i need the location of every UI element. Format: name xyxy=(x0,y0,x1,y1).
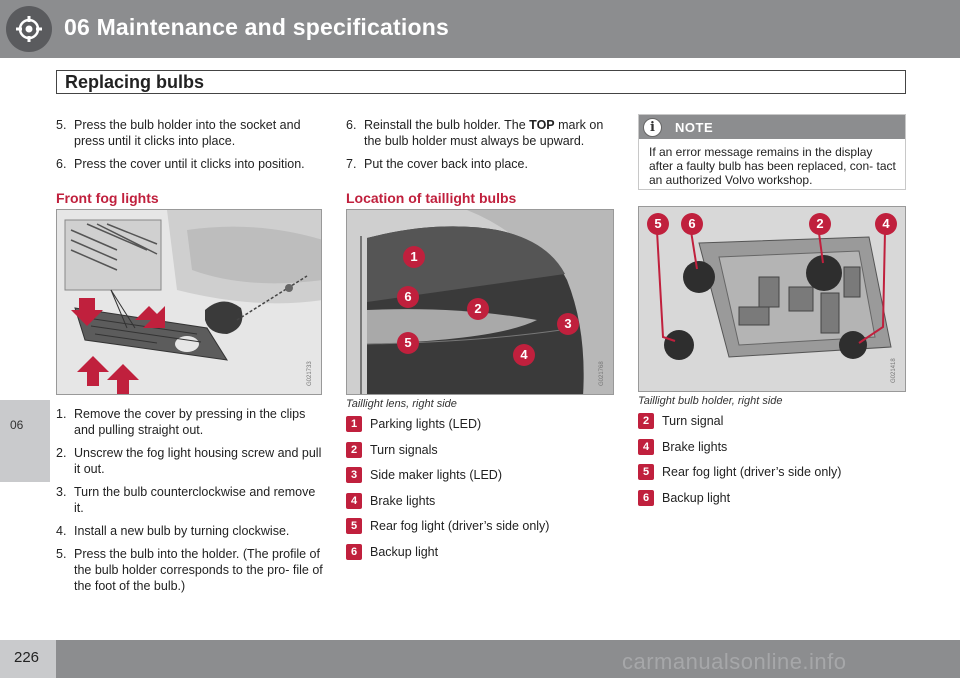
list-item xyxy=(56,523,324,539)
legend-label: Backup light xyxy=(370,544,439,559)
number-badge: 4 xyxy=(346,493,362,509)
callout-marker: 5 xyxy=(397,332,419,354)
step-text: Press the bulb into the holder. (The profile of the bulb holder corresponds to the pro- file of the foot of the bulb.) xyxy=(74,547,323,593)
legend-label: Rear fog light (driver’s side only) xyxy=(370,519,550,533)
note-title: NOTE xyxy=(675,120,714,135)
heading-taillight-location: Location of taillight bulbs xyxy=(346,190,517,206)
callout-marker: 4 xyxy=(513,344,535,366)
number-badge: 1 xyxy=(346,416,362,432)
note-header xyxy=(639,115,905,139)
list-item xyxy=(346,441,616,467)
heading-front-fog-lights: Front fog lights xyxy=(56,190,159,206)
number-badge: 2 xyxy=(638,413,654,429)
list-item xyxy=(346,156,616,172)
callout-marker: 2 xyxy=(467,298,489,320)
list-item xyxy=(638,463,908,489)
callout-marker: 4 xyxy=(875,213,897,235)
step-number: 1. xyxy=(56,407,67,421)
callout-marker: 5 xyxy=(647,213,669,235)
number-badge: 5 xyxy=(638,464,654,480)
note-box xyxy=(638,114,906,190)
callout-marker: 3 xyxy=(557,313,579,335)
list-item xyxy=(346,492,616,518)
col1-top-steps xyxy=(56,117,324,179)
figure-code: G021418 xyxy=(891,358,897,383)
wrench-gear-icon xyxy=(6,6,52,52)
step-number: 5. xyxy=(56,547,67,561)
legend-label: Backup light xyxy=(662,490,731,505)
step-number: 3. xyxy=(56,485,67,499)
chapter-title: 06 Maintenance and specifications xyxy=(64,14,449,40)
section-bar xyxy=(56,70,906,94)
list-item xyxy=(56,406,324,438)
list-item xyxy=(638,489,908,515)
list-item xyxy=(56,156,324,172)
callout-marker: 2 xyxy=(809,213,831,235)
number-badge: 3 xyxy=(346,467,362,483)
list-item xyxy=(638,438,908,464)
step-number: 6. xyxy=(56,157,67,171)
step-text: Press the bulb holder into the socket and press until it clicks into place. xyxy=(74,118,301,148)
number-badge: 6 xyxy=(346,544,362,560)
step-text: Remove the cover by pressing in the clips and pulling straight out. xyxy=(74,407,306,437)
page-number: 226 xyxy=(14,649,40,666)
callout-marker: 6 xyxy=(681,213,703,235)
list-item xyxy=(56,445,324,477)
step-text: Press the cover until it clicks into position. xyxy=(74,157,305,171)
chapter-side-tab-label: 06 xyxy=(10,418,24,432)
list-item xyxy=(346,415,616,441)
bulb-holder-legend xyxy=(638,412,908,514)
legend-label: Turn signals xyxy=(370,442,438,457)
step-number: 2. xyxy=(56,446,67,460)
legend-label: Rear fog light (driver’s side only) xyxy=(662,465,842,479)
taillight-legend xyxy=(346,415,616,568)
step-number: 6. xyxy=(346,118,357,132)
note-text: If an error message remains in the display after a faulty bulb has been replaced, con- tact an authorized Volvo workshop. xyxy=(649,145,896,187)
number-badge: 4 xyxy=(638,439,654,455)
list-item xyxy=(56,546,324,594)
callout-marker: 6 xyxy=(397,286,419,308)
figure-caption: Taillight lens, right side xyxy=(346,398,457,410)
col1-steps xyxy=(56,406,324,601)
step-number: 4. xyxy=(56,524,67,538)
list-item xyxy=(56,117,324,149)
watermark: carmanualsonline.info xyxy=(622,649,847,674)
legend-label: Turn signal xyxy=(662,414,724,428)
list-item xyxy=(638,412,908,438)
legend-label: Parking lights (LED) xyxy=(370,417,482,431)
list-item xyxy=(346,466,616,492)
list-item xyxy=(346,517,616,543)
chapter-side-tab[interactable] xyxy=(0,400,50,482)
number-badge: 6 xyxy=(638,490,654,506)
list-item xyxy=(346,117,616,149)
legend-label: Brake lights xyxy=(370,493,436,508)
step-number: 5. xyxy=(56,118,67,132)
taillight-lens-illustration xyxy=(346,209,614,395)
step-text: Install a new bulb by turning clockwise. xyxy=(74,524,290,538)
figure-code: G021768 xyxy=(599,361,605,386)
number-badge: 5 xyxy=(346,518,362,534)
list-item xyxy=(346,543,616,569)
number-badge: 2 xyxy=(346,442,362,458)
step-text: mark on the bulb holder must always be upward. xyxy=(364,118,604,148)
list-item xyxy=(56,484,324,516)
legend-label: Brake lights xyxy=(662,439,728,454)
taillight-bulb-holder-illustration xyxy=(638,206,906,392)
step-number: 7. xyxy=(346,157,357,171)
front-fog-light-illustration xyxy=(56,209,322,395)
col2-top-steps xyxy=(346,117,616,179)
side-strip xyxy=(0,58,56,640)
step-text: Unscrew the fog light housing screw and pull it out. xyxy=(74,446,322,476)
figure-caption: Taillight bulb holder, right side xyxy=(638,395,783,407)
step-text: Reinstall the bulb holder. The xyxy=(364,118,530,132)
info-icon: i xyxy=(643,118,662,137)
figure-code: G021733 xyxy=(307,361,313,386)
legend-label: Side maker lights (LED) xyxy=(370,468,502,482)
section-title: Replacing bulbs xyxy=(65,72,205,92)
callout-marker: 1 xyxy=(403,246,425,268)
step-text: Put the cover back into place. xyxy=(364,157,528,171)
step-text: Turn the bulb counterclockwise and remove it. xyxy=(74,485,316,515)
step-text-bold: TOP xyxy=(529,118,555,132)
